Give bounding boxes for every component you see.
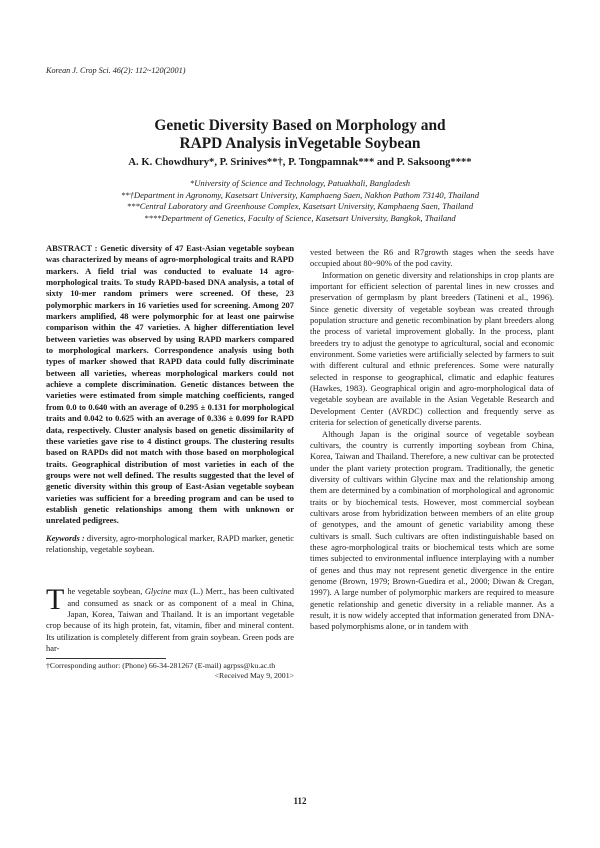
body-paragraph-1: vested between the R6 and R7growth stages when the seeds have occupied about 80~90% of the pod cavity. [310, 247, 554, 269]
received-date: <Received May 9, 2001> [214, 671, 294, 681]
left-column [46, 243, 294, 681]
right-column [310, 247, 554, 633]
affiliation-4: ****Department of Genetics, Faculty of Science, Kasetsart University, Bangkok, Thailand [144, 212, 456, 223]
keywords-label: Keywords : [46, 532, 85, 543]
paper-title [60, 117, 540, 153]
intro-text-b: (L.) Merr., has been cultivated and consumed as snack or as component of a meal in China, Japan, Korea, Taiwan and Thailand. It is an important vegetable crop because of its high protein, fat, vitamin, fiber and mineral content. Its utilization is completely different from grain soybean. Green pods are har- [46, 586, 295, 653]
page-number: 112 [293, 796, 307, 806]
introduction-paragraph [46, 583, 295, 654]
affiliations [60, 178, 540, 224]
species-name: Glycine max [144, 586, 188, 597]
drop-cap: T [46, 583, 65, 617]
footnote-rule [46, 658, 166, 659]
body-paragraph-3: Although Japan is the original source of vegetable soybean cultivars, the country is currently importing soybean from China, Korea, Taiwan and Thailand. Therefore, a new cultivar can be protected under the plant variety protection program. Traditionally, the genetic diversity of cultivars within Glycine max and the relationship among them are determined by a combination of morphological and agronomic traits or by biochemical tests. However, most commercial soybean cultivars arose from hybridization between members of an elite group of genotypes, and the amount of genetic variability among these cultivars is small. Such cultivars are often indistinguishable based on these agro-morphological traits or biochemical tests which are some times subjected to environmental influence interplaying with a number of genes and thus may not represent genetic divergence in the entire genome (Brown, 1979; Brown-Guedira et al., 2000; Diwan & Cregan, 1997). A large number of polymorphic markers are required to measure genetic relationship and genetic diversity in a reliable manner. As a result, it is now widely accepted that information generated from DNA-based polymorphisms alone, or in tandem with [310, 428, 554, 632]
intro-text-a: he vegetable soybean, [67, 586, 145, 597]
author-list: A. K. Chowdhury*, P. Srinives**†, P. Tongpamnak*** and P. Saksoong**** [128, 157, 472, 168]
keywords-text: diversity, agro-morphological marker, RAPD marker, genetic relationship, vegetable soybean. [46, 532, 295, 554]
corresponding-author: †Corresponding author: (Phone) 66-34-281267 (E-mail) agrpss@ku.ac.th [46, 661, 276, 671]
abstract-text: Genetic diversity of 47 East-Asian vegetable soybean was characterized by means of agro-morphological traits and RAPD markers. A field trial was conducted to evaluate 14 agro-morphological traits. To study RAPD-based DNA analysis, a total of sixty 10-mer random primers were screened. Of these, 23 polymorphic markers in 16 varieties used for screening. Among 207 markers amplified, 48 were polymorphic for at least one pairwise comparison within the 47 varieties. A higher differentiation level between varieties was observed by using RAPD markers compared to morphological markers. Correspondence analysis using both types of marker showed that RAPD data could fully discriminate between all varieties, whereas morphological markers could not achieve a complete discrimination. Genetic distances between the varieties were estimated from simple matching coefficients, ranged from 0.0 to 0.640 with an average of 0.295 ± 0.131 for morphological traits and 0.042 to 0.625 with an average of 0.336 ± 0.099 for RAPD data, respectively. Cluster analysis based on genetic dissimilarity of these varieties gave rise to 4 distinct groups. The clustering results based on RAPDs did not match with those based on morphological traits. Geographical distribution of most varieties in each of the groups were not well defined. The results suggested that the level of genetic diversity within this group of East-Asian vegetable soybean varieties was sufficient for a breeding program and can be used to establish genetic relationships among them with unknown or unrelated pedigrees. [46, 243, 295, 526]
affiliation-1: *University of Science and Technology, Patuakhali, Bangladesh [189, 178, 411, 188]
abstract-label: ABSTRACT : [46, 243, 98, 253]
title-line-1: Genetic Diversity Based on Morphology and [154, 117, 446, 134]
affiliation-2: **†Department in Agronomy, Kasetsart University, Kamphaeng Saen, Nakhon Pathom 73140, Thailand [120, 189, 480, 200]
affiliation-3: ***Central Laboratory and Greenhouse Complex, Kasetsart University, Kamphaeng Saen, Thailand [126, 201, 474, 212]
journal-citation: Korean J. Crop Sci. 46(2): 112~120(2001) [46, 66, 186, 75]
keywords [46, 533, 294, 556]
abstract [46, 243, 294, 527]
body-paragraph-2: Information on genetic diversity and relationships in crop plants are important for efficient selection of parental lines in new crosses and preservation of germplasm by plant breeders (Tatineni et al., 1996). Since genetic diversity of vegetable soybean was created through population structure and genetic recombination by plant breeders along the process of varietal improvement globally. In the process, plant breeders try to adjust the genotype to agricultural, social and economic environment. Some varieties were artificially selected by farmers to suit with different cultural and ethnic preferences. Some were naturally selected in response to geographical, climatic and edaphic features (Hawkes, 1983). Geographical origin and agro-morphological data of vegetable soybean are available in the Asian Vegetable Research and Development Center (AVRDC) collection and frequently serve as criteria for selection of genetically diverse parents. [310, 269, 554, 428]
footnote [46, 661, 294, 681]
title-line-2: RAPD Analysis inVegetable Soybean [179, 135, 421, 152]
